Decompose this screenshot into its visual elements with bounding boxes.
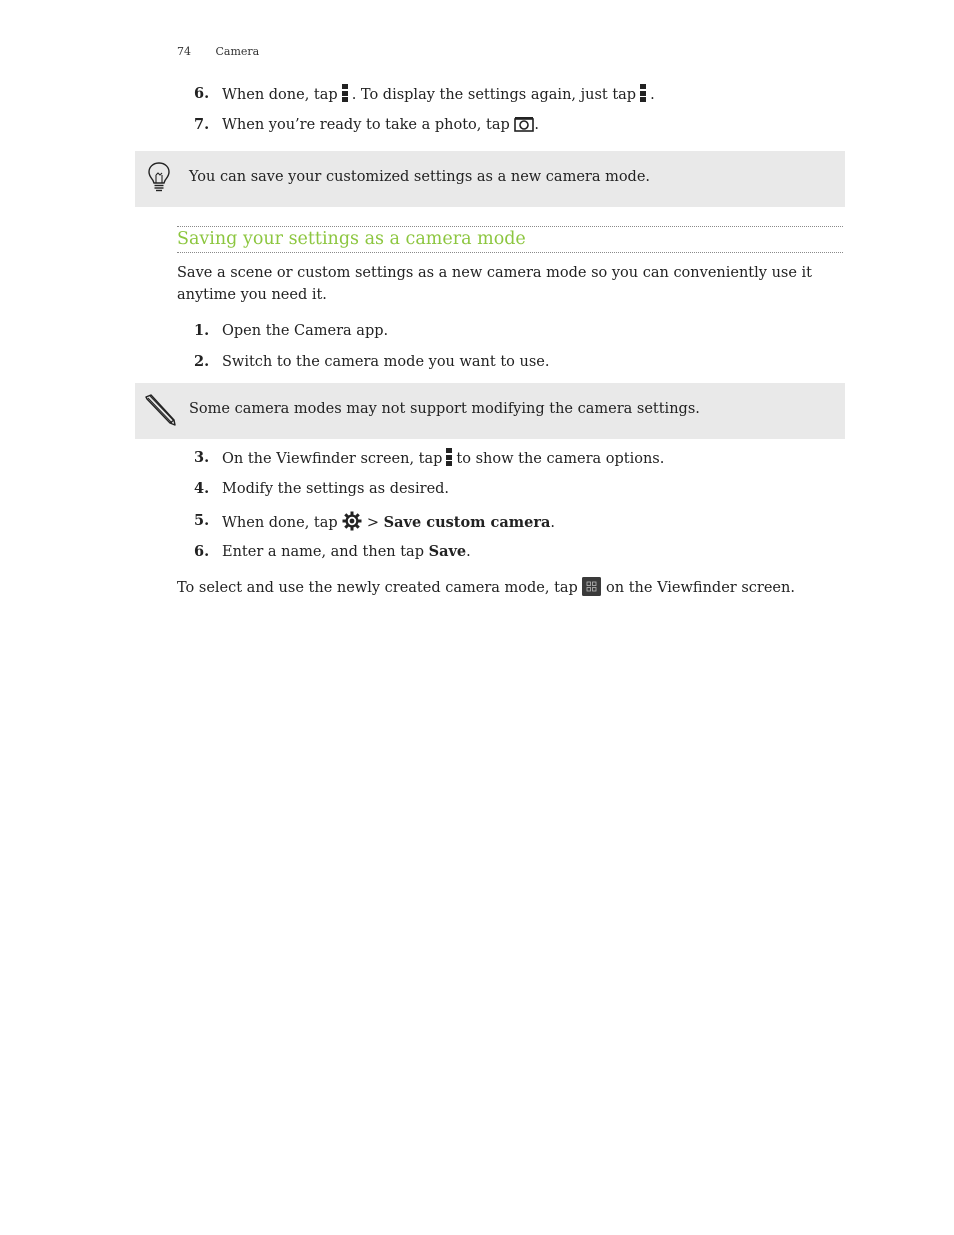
lightbulb-icon [145,161,173,197]
divider [177,252,843,253]
pencil-icon [143,393,177,431]
note-text: Some camera modes may not support modifying the camera settings. [189,401,700,417]
menu-icon [640,84,646,102]
page-number: 74 [177,45,191,58]
step-number: 3. [194,449,210,466]
step-text: Enter a name, and then tap Save. [222,543,471,560]
gear-icon [342,511,362,537]
step-number: 6. [194,85,210,102]
step-text: Open the Camera app. [222,323,389,339]
tip-box [135,151,845,207]
grid-modes-icon [582,577,601,603]
menu-icon [342,84,348,102]
step-text: When done, tap > Save custom camera. [222,511,555,537]
bold-label: Save [428,543,467,560]
step-text: When you’re ready to take a photo, tap . [222,115,539,138]
step-number: 6. [194,543,210,560]
step-number: 2. [194,353,210,370]
step-text: Modify the settings as desired. [222,481,450,497]
menu-icon [446,448,452,466]
tip-text: You can save your customized settings as a new camera mode. [189,169,651,185]
section-name: Camera [215,45,260,58]
step-text: On the Viewfinder screen, tap to show the camera options. [222,448,664,469]
step-number: 5. [194,512,210,529]
divider [177,226,843,227]
section-heading: Saving your settings as a camera mode [177,229,526,249]
bold-label: Save custom camera [383,514,551,531]
step-text: Switch to the camera mode you want to use. [222,354,550,370]
step-number: 4. [194,480,210,497]
camera-shutter-icon [514,116,534,138]
page-header [177,45,259,58]
step-number: 1. [194,322,210,339]
intro-paragraph: Save a scene or custom settings as a new camera mode so you can conveniently use it anytime you need it. [177,265,812,303]
step-number: 7. [194,116,210,133]
step-text: When done, tap . To display the settings again, just tap . [222,84,655,105]
note-box [135,383,845,439]
closing-paragraph: To select and use the newly created camera mode, tap on the Viewfinder screen. [177,577,837,603]
